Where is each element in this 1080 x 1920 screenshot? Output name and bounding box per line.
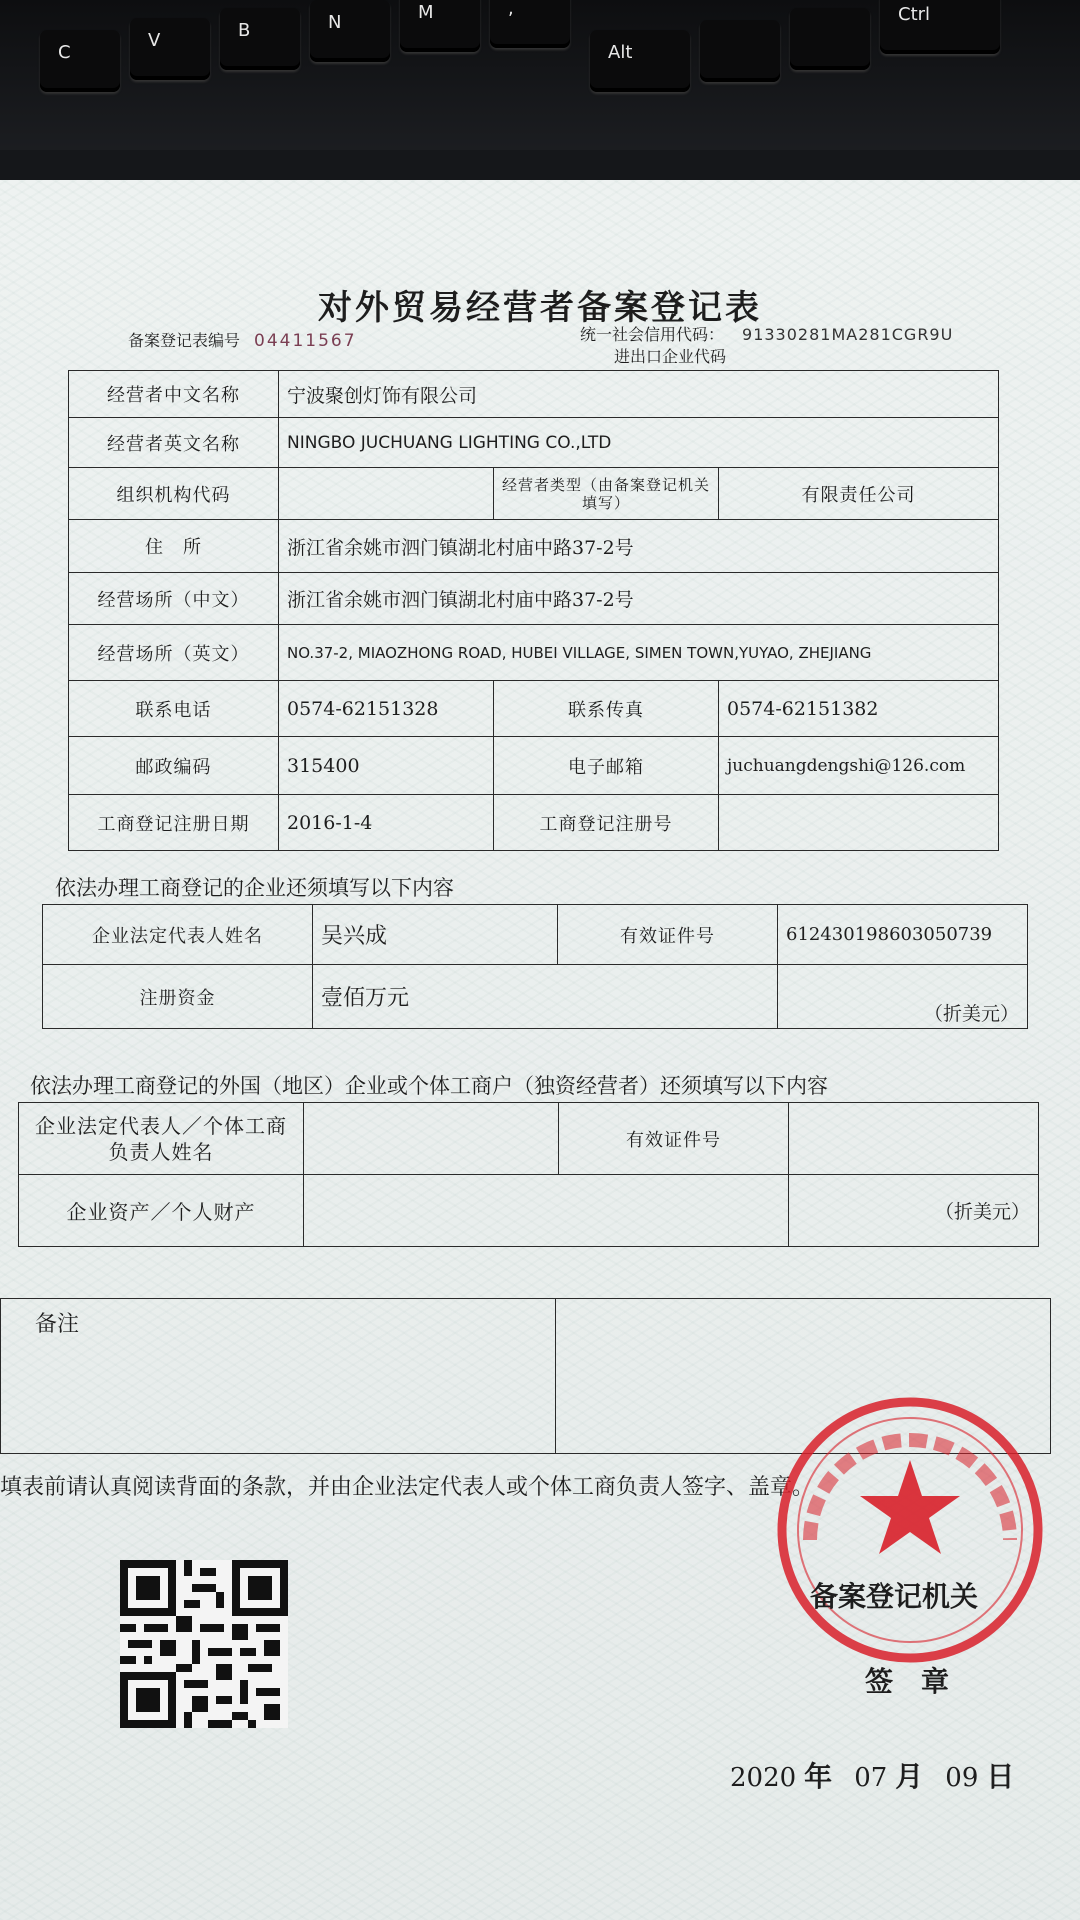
phone-value: 0574-62151328 bbox=[279, 681, 494, 737]
key-m: M bbox=[400, 0, 480, 52]
en-name-value: NINGBO JUCHUANG LIGHTING CO.,LTD bbox=[279, 418, 999, 468]
date-year: 2020 bbox=[730, 1763, 797, 1793]
legal-rep-value: 吴兴成 bbox=[313, 905, 558, 965]
cn-name-value: 宁波聚创灯饰有限公司 bbox=[279, 371, 999, 418]
id-value-2 bbox=[789, 1103, 1039, 1175]
keyboard-background bbox=[0, 0, 1080, 200]
sign-label: 签章 bbox=[865, 1665, 978, 1698]
legal-rep-label: 企业法定代表人姓名 bbox=[43, 905, 313, 965]
io-code-label: 进出口企业代码 bbox=[614, 347, 727, 366]
rep-value bbox=[304, 1103, 559, 1175]
credit-code bbox=[580, 322, 953, 345]
assets-usd-note: （折美元） bbox=[789, 1175, 1039, 1247]
official-seal bbox=[770, 1390, 1050, 1670]
fax-label: 联系传真 bbox=[494, 681, 719, 737]
record-number bbox=[128, 328, 357, 351]
date-month: 07 bbox=[854, 1763, 888, 1793]
postcode-value: 315400 bbox=[279, 737, 494, 795]
org-code-label: 组织机构代码 bbox=[69, 468, 279, 520]
reg-date-value: 2016-1-4 bbox=[279, 795, 494, 851]
assets-label: 企业资产／个人财产 bbox=[19, 1175, 304, 1247]
capital-value: 壹佰万元 bbox=[313, 965, 778, 1029]
record-number-value: 04411567 bbox=[254, 331, 357, 351]
phone-label: 联系电话 bbox=[69, 681, 279, 737]
date-day: 09 bbox=[945, 1763, 979, 1793]
table-row bbox=[69, 625, 999, 681]
main-info-table bbox=[68, 370, 999, 851]
section3-table bbox=[18, 1102, 1039, 1247]
table-row bbox=[69, 520, 999, 573]
table-row bbox=[69, 573, 999, 625]
record-number-label: 备案登记表编号 bbox=[128, 331, 241, 350]
capital-usd-note: （折美元） bbox=[778, 965, 1028, 1029]
date-month-unit: 月 bbox=[895, 1760, 924, 1793]
authority-label: 备案登记机关 bbox=[810, 1580, 979, 1613]
place-cn-label: 经营场所（中文） bbox=[69, 573, 279, 625]
reg-no-value bbox=[719, 795, 999, 851]
postcode-label: 邮政编码 bbox=[69, 737, 279, 795]
table-row bbox=[43, 905, 1028, 965]
table-row bbox=[69, 468, 999, 520]
section2-table bbox=[42, 904, 1028, 1029]
registration-form bbox=[0, 180, 1080, 1920]
key-c: C bbox=[40, 30, 120, 92]
table-row bbox=[69, 795, 999, 851]
cn-name-label: 经营者中文名称 bbox=[69, 371, 279, 418]
address-value: 浙江省余姚市泗门镇湖北村庙中路37-2号 bbox=[279, 520, 999, 573]
assets-value bbox=[304, 1175, 789, 1247]
key-ctrl: Ctrl bbox=[880, 0, 1000, 54]
capital-label: 注册资金 bbox=[43, 965, 313, 1029]
reg-no-label: 工商登记注册号 bbox=[494, 795, 719, 851]
key-comma: , bbox=[490, 0, 570, 48]
id-value: 612430198603050739 bbox=[778, 905, 1028, 965]
table-row bbox=[43, 965, 1028, 1029]
credit-code-value: 91330281MA281CGR9U bbox=[742, 325, 954, 344]
key-alt: Alt bbox=[590, 30, 690, 92]
rep-label: 企业法定代表人／个体工商负责人姓名 bbox=[19, 1103, 304, 1175]
place-cn-value: 浙江省余姚市泗门镇湖北村庙中路37-2号 bbox=[279, 573, 999, 625]
credit-code-label: 统一社会信用代码： bbox=[580, 325, 725, 344]
date-year-unit: 年 bbox=[804, 1760, 833, 1793]
email-label: 电子邮箱 bbox=[494, 737, 719, 795]
operator-type-value: 有限责任公司 bbox=[719, 468, 999, 520]
table-row bbox=[69, 737, 999, 795]
place-en-label: 经营场所（英文） bbox=[69, 625, 279, 681]
table-row bbox=[69, 371, 999, 418]
table-row bbox=[69, 418, 999, 468]
key-b: B bbox=[220, 8, 300, 70]
key-menu bbox=[700, 20, 780, 82]
reg-date-label: 工商登记注册日期 bbox=[69, 795, 279, 851]
section3-title: 依法办理工商登记的外国（地区）企业或个体工商户（独资经营者）还须填写以下内容 bbox=[30, 1074, 828, 1098]
table-row bbox=[69, 681, 999, 737]
key-windows bbox=[790, 8, 870, 70]
operator-type-label: 经营者类型（由备案登记机关填写） bbox=[494, 468, 719, 520]
en-name-label: 经营者英文名称 bbox=[69, 418, 279, 468]
qr-code bbox=[120, 1560, 288, 1728]
issue-date bbox=[730, 1755, 1014, 1795]
remarks-label: 备注 bbox=[1, 1299, 556, 1454]
instruction-notice: 填表前请认真阅读背面的条款，并由企业法定代表人或个体工商负责人签字、盖章。 bbox=[0, 1475, 815, 1500]
place-en-value: NO.37-2, MIAOZHONG ROAD, HUBEI VILLAGE, SIMEN TOWN,YUYAO, ZHEJIANG bbox=[279, 625, 999, 681]
key-n: N bbox=[310, 0, 390, 62]
fax-value: 0574-62151382 bbox=[719, 681, 999, 737]
form-title: 对外贸易经营者备案登记表 bbox=[318, 288, 762, 328]
address-label: 住 所 bbox=[69, 520, 279, 573]
section2-title: 依法办理工商登记的企业还须填写以下内容 bbox=[55, 876, 454, 900]
table-row bbox=[19, 1103, 1039, 1175]
id-label-2: 有效证件号 bbox=[559, 1103, 789, 1175]
email-value: juchuangdengshi@126.com bbox=[719, 737, 999, 795]
date-day-unit: 日 bbox=[986, 1760, 1015, 1793]
table-row bbox=[19, 1175, 1039, 1247]
id-label: 有效证件号 bbox=[558, 905, 778, 965]
key-v: V bbox=[130, 18, 210, 80]
org-code-value bbox=[279, 468, 494, 520]
